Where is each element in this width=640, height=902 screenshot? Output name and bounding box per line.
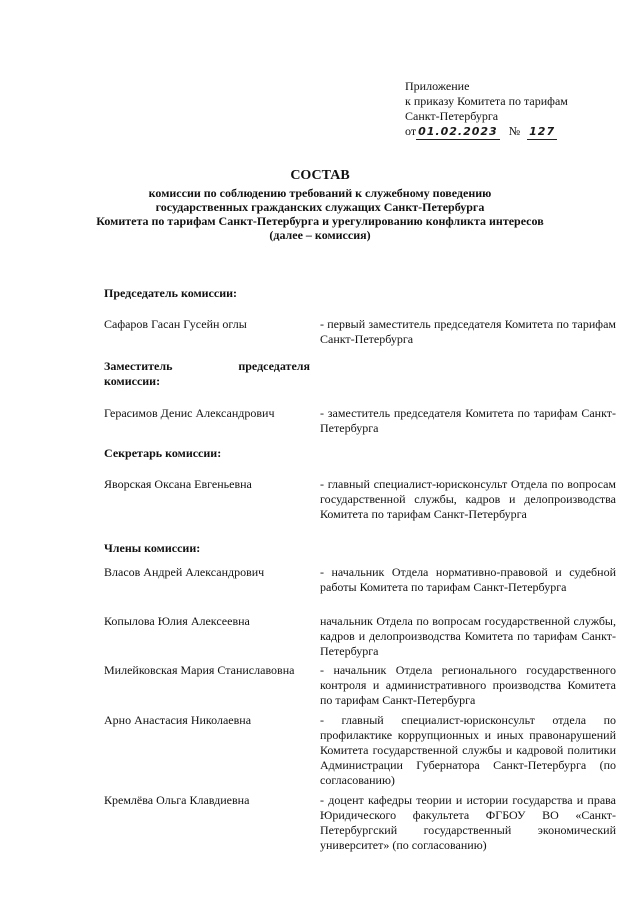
person-role: - главный специалист-юрисконсульт Отдела по вопросам государственной службы, кадров и делопроизводства Комитета по тарифам Санкт-Петербурга	[320, 477, 616, 521]
title-line-3: Комитета по тарифам Санкт-Петербурга и урегулированию конфликта интересов	[96, 214, 544, 228]
person-name: Яворская Оксана Евгеньевна	[104, 477, 252, 491]
person-role: - первый заместитель председателя Комитета по тарифам Санкт-Петербурга	[320, 317, 616, 346]
title-line-1: комиссии по соблюдению требований к служебному поведению	[148, 186, 492, 200]
person-role: - заместитель председателя Комитета по тарифам Санкт-Петербурга	[320, 406, 616, 435]
section-deputy	[104, 359, 310, 389]
handwritten-number: 127	[529, 125, 556, 138]
person-role: - начальник Отдела регионального государственного контроля и административного производства Комитета по тарифам Санкт-Петербурга	[320, 663, 616, 707]
handwritten-date: 01.02.2023	[418, 125, 498, 138]
person-name: Герасимов Денис Александрович	[104, 406, 275, 420]
section-secretary: Секретарь комиссии:	[104, 446, 222, 460]
appendix-block	[405, 79, 568, 140]
section-deputy-word-1: Заместитель	[104, 359, 173, 373]
title-line-2: государственных гражданских служащих Санкт-Петербурга	[155, 200, 485, 214]
person-name: Власов Андрей Александрович	[104, 565, 265, 579]
section-deputy-word-2: председателя	[238, 359, 310, 373]
document-title	[80, 168, 560, 242]
number-prefix: №	[508, 124, 521, 138]
appendix-title: Приложение	[405, 79, 470, 93]
title-line-4: (далее – комиссия)	[269, 228, 371, 242]
person-role: - начальник Отдела нормативно-правовой и судебной работы Комитета по тарифам Санкт-Петербурга	[320, 565, 616, 594]
section-deputy-line-2: комиссии:	[104, 374, 161, 388]
person-name: Арно Анастасия Николаевна	[104, 713, 252, 727]
person-role: начальник Отдела по вопросам государственной службы, кадров и делопроизводства Комитета по тарифам Санкт-Петербурга	[320, 614, 616, 658]
person-role: - главный специалист-юрисконсульт отдела по профилактике коррупционных и иных правонарушений Комитета государственной службы и кадровой политики Администрации Губернатора Санкт-Петербурга (по согласованию)	[320, 713, 616, 787]
person-name: Милейковская Мария Станиславовна	[104, 663, 295, 677]
section-chair: Председатель комиссии:	[104, 286, 238, 300]
appendix-order-ref: к приказу Комитета по тарифам	[405, 94, 568, 108]
date-prefix: от	[405, 124, 417, 138]
appendix-date-number	[405, 124, 568, 140]
appendix-city: Санкт-Петербурга	[405, 109, 499, 123]
person-role: - доцент кафедры теории и истории государства и права Юридического факультета ФГБОУ ВО «Санкт-Петербургский государственный экономический университет» (по согласованию)	[320, 793, 616, 852]
title-main: СОСТАВ	[290, 168, 350, 183]
person-name: Кремлёва Ольга Клавдиевна	[104, 793, 250, 807]
person-name: Сафаров Гасан Гусейн оглы	[104, 317, 247, 331]
section-members: Члены комиссии:	[104, 541, 201, 555]
person-name: Копылова Юлия Алексеевна	[104, 614, 250, 628]
